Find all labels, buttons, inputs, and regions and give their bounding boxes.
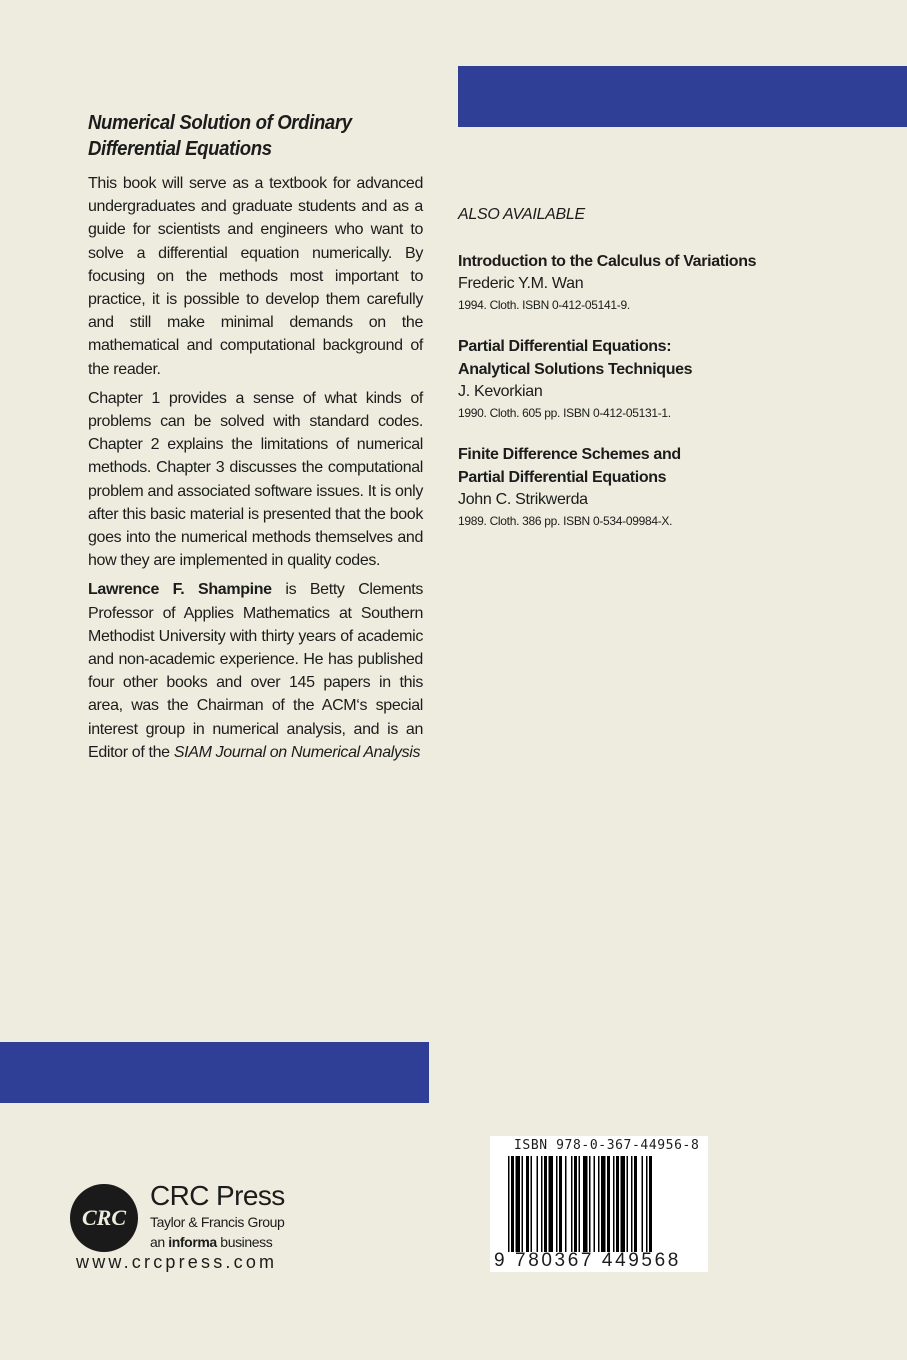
informa-bold: informa (168, 1234, 217, 1250)
isbn-label: ISBN 978-0-367-44956-8 (514, 1138, 700, 1153)
barcode-bar (516, 1156, 521, 1252)
top-color-band (458, 66, 907, 127)
barcode-bar (598, 1156, 600, 1252)
barcode-bars (508, 1156, 704, 1252)
also-available-item (458, 335, 878, 423)
barcode-bar (642, 1156, 644, 1252)
item-meta: 1990. Cloth. 605 pp. ISBN 0-412-05131-1. (458, 406, 671, 420)
item-meta: 1989. Cloth. 386 pp. ISBN 0-534-09984-X. (458, 514, 673, 528)
item-title-line2: Partial Differential Equations (458, 469, 667, 486)
description-paragraph-2: Chapter 1 provides a sense of what kinds of problems can be solved with standard codes. Chapter 2 explains the limitations of numerical methods. Chapter 3 discusses the computational problem and associated software issues. It is only after this basic material is presented that the book goes into the numerical methods themselves and how they are implemented in quality codes. (88, 389, 423, 570)
author-name: Lawrence F. Shampine (88, 581, 272, 599)
barcode-bar (511, 1156, 514, 1252)
publisher-url: www.crcpress.com (76, 1252, 278, 1272)
also-available-item (458, 443, 878, 531)
barcode-bar (544, 1156, 547, 1252)
barcode-bar (631, 1156, 633, 1252)
item-title-line2: Analytical Solutions Techniques (458, 361, 693, 378)
barcode-bar (531, 1156, 533, 1252)
item-meta: 1994. Cloth. ISBN 0-412-05141-9. (458, 298, 630, 312)
barcode-bar (579, 1156, 581, 1252)
bottom-color-band (0, 1042, 429, 1103)
barcode-bar (574, 1156, 577, 1252)
author-journal: SIAM Journal on Numerical Analysis (173, 743, 421, 761)
book-title-line2: Differential Equations (88, 138, 272, 160)
barcode-bar (634, 1156, 637, 1252)
publisher-group: Taylor & Francis Group (150, 1214, 285, 1230)
also-available-heading: ALSO AVAILABLE (458, 206, 585, 223)
barcode-bar (627, 1156, 629, 1252)
book-description (88, 110, 423, 770)
barcode-bar (541, 1156, 543, 1252)
item-author: J. Kevorkian (458, 383, 543, 400)
also-available-item (458, 250, 878, 315)
barcode-bar (646, 1156, 648, 1252)
crc-logo-icon (70, 1184, 138, 1252)
item-title: Introduction to the Calculus of Variations (458, 253, 757, 270)
barcode-bar (526, 1156, 529, 1252)
barcode-bar (571, 1156, 573, 1252)
isbn-barcode (490, 1136, 708, 1272)
item-author: Frederic Y.M. Wan (458, 275, 584, 292)
barcode-bar (565, 1156, 567, 1252)
barcode-bar (583, 1156, 588, 1252)
barcode-bar (589, 1156, 591, 1252)
also-available-section (458, 206, 878, 551)
book-title-line1: Numerical Solution of Ordinary (88, 112, 352, 134)
isbn-digits: 9 780367 449568 (494, 1250, 681, 1271)
barcode-bar (549, 1156, 554, 1252)
author-bio-text: is Betty Clements Professor of Applies Mathematics at Southern Methodist University with thirty years of academic and non-academic experience. He has published four other books and over 145 papers in this area, was the Chairman of the ACM‘s special interest group in numerical analysis, and is an Editor of the (88, 581, 423, 761)
informa-prefix: an (150, 1234, 169, 1250)
barcode-bar (556, 1156, 558, 1252)
barcode-bar (508, 1156, 510, 1252)
barcode-bar (607, 1156, 610, 1252)
crc-logo-text: CRC (81, 1205, 127, 1230)
barcode-bar (616, 1156, 619, 1252)
barcode-bar (537, 1156, 539, 1252)
informa-suffix: business (216, 1234, 273, 1250)
item-title: Partial Differential Equations: (458, 338, 672, 355)
description-paragraph-1: This book will serve as a textbook for advanced undergraduates and graduate students and as a guide for scientists and engineers who want to solve a differential equation numerically. By focusing on the methods most important to practice, it is possible to develop them carefully and still make minimal demands on the mathematical and computational background of the reader. (88, 175, 423, 378)
barcode-bar (559, 1156, 562, 1252)
book-title (88, 110, 424, 162)
item-title: Finite Difference Schemes and (458, 446, 681, 463)
item-author: John C. Strikwerda (458, 491, 588, 508)
publisher-name: CRC Press (150, 1180, 285, 1211)
barcode-bar (522, 1156, 524, 1252)
barcode-bar (649, 1156, 652, 1252)
barcode-bar (601, 1156, 606, 1252)
author-bio (88, 578, 423, 764)
barcode-bar (594, 1156, 596, 1252)
barcode-bar (613, 1156, 615, 1252)
barcode-bar (621, 1156, 626, 1252)
publisher-informa (150, 1234, 272, 1250)
